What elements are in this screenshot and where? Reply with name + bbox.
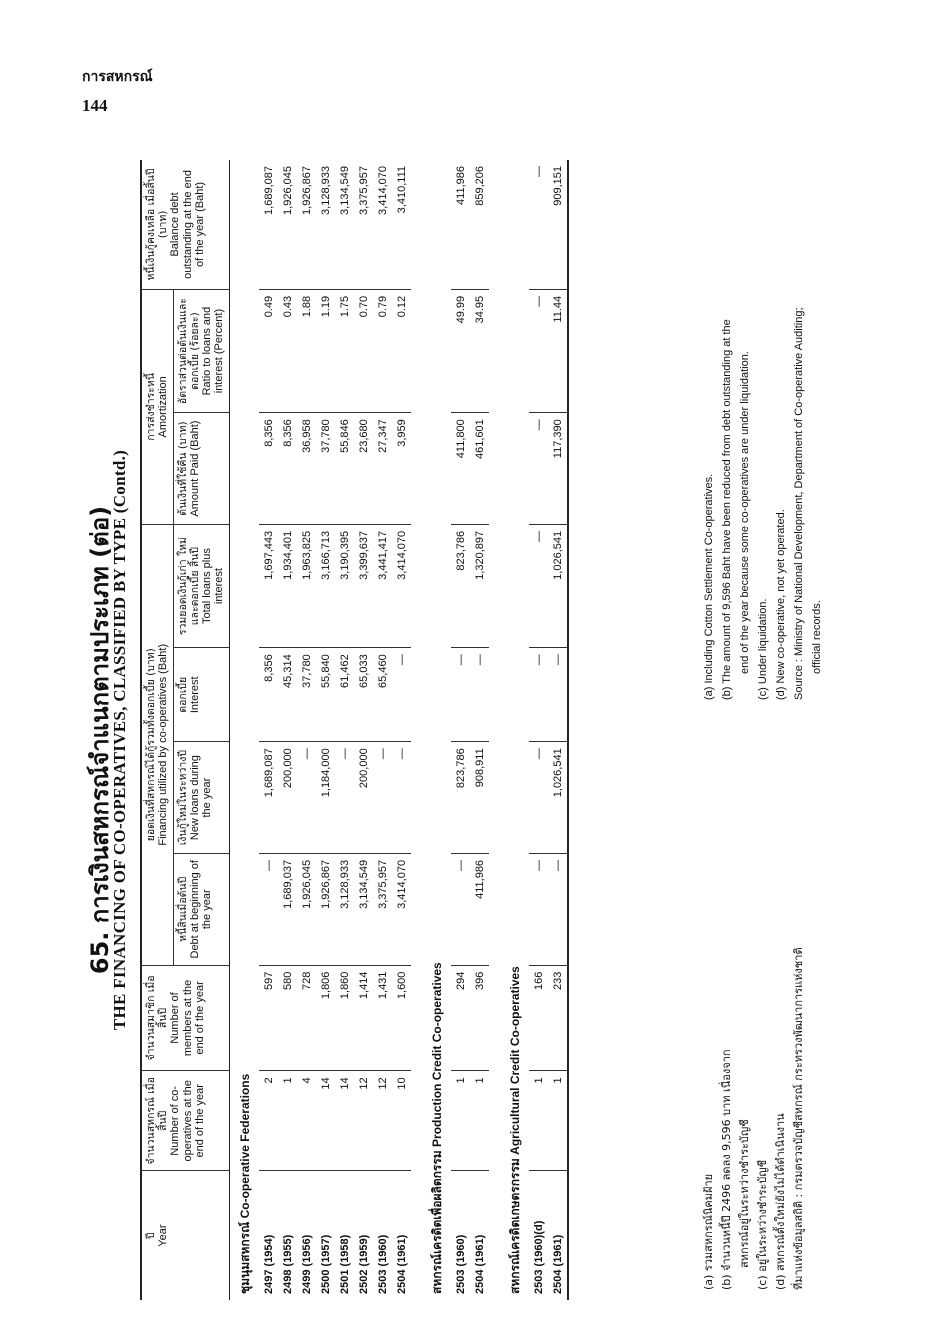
cell-debt: 3,414,070	[392, 853, 411, 965]
footnote-english-line: (d) New co-operative, not yet operated.	[775, 509, 787, 700]
cell-debt: 1,689,037	[278, 853, 297, 965]
footnotes-thai	[700, 730, 808, 1290]
cell-year: 2499 (1956)	[300, 1234, 313, 1294]
cell-balance: 1,926,045	[278, 160, 297, 289]
cell-balance: 3,134,549	[335, 160, 354, 289]
footnote-english-line: end of the year because some co-operatives are under liquidation.	[739, 351, 751, 674]
cell-new: —	[529, 742, 548, 854]
cell-coops: 1	[278, 1071, 297, 1171]
cell-interest: 8,356	[259, 648, 278, 742]
cell-ratio: 0.79	[373, 289, 392, 412]
cell-debt: —	[259, 853, 278, 965]
cell-new: —	[392, 742, 411, 854]
table-row	[373, 160, 392, 1300]
footnote-thai-line: (b) จำนวนหนี้ปี 2496 ลดลง 9,596 บาท เนื่องจาก	[720, 1049, 733, 1290]
cell-total: 3,399,637	[354, 524, 373, 647]
cell-total: 1,963,825	[297, 524, 316, 647]
cell-interest: —	[451, 648, 470, 742]
footnotes-english	[700, 170, 826, 700]
table-row	[259, 160, 278, 1300]
cell-interest: —	[392, 648, 411, 742]
cell-members: 1,414	[354, 965, 373, 1071]
cell-debt: —	[529, 853, 548, 965]
cell-total: 3,414,070	[392, 524, 411, 647]
cell-new: 200,000	[278, 742, 297, 854]
cell-total: 1,697,443	[259, 524, 278, 647]
cell-new: 200,000	[354, 742, 373, 854]
cell-debt: 3,134,549	[354, 853, 373, 965]
cell-ratio: 1.19	[316, 289, 335, 412]
table-body	[230, 160, 569, 1300]
section-header	[422, 160, 451, 1300]
cell-balance: 1,689,087	[259, 160, 278, 289]
cell-balance: 3,410,111	[392, 160, 411, 289]
cell-paid: 36,958	[297, 413, 316, 525]
cell-members: 166	[529, 965, 548, 1071]
cell-new: 823,786	[451, 742, 470, 854]
col-num-members: จำนวนสมาชิก เมื่อสิ้นปี Number of members at the end of the year	[141, 965, 230, 1071]
cell-interest: 61,462	[335, 648, 354, 742]
cell-new: 1,184,000	[316, 742, 335, 854]
cell-total: 1,320,897	[470, 524, 489, 647]
cell-ratio: 0.12	[392, 289, 411, 412]
section-header	[500, 160, 529, 1300]
cell-balance: 3,375,957	[354, 160, 373, 289]
col-year: ปี Year	[141, 1171, 230, 1300]
col-new-loans: เงินกู้ใหม่ในระหว่างปี New loans during the year	[173, 742, 229, 854]
table-row	[354, 160, 373, 1300]
cell-ratio: 0.49	[259, 289, 278, 412]
cell-coops: 12	[354, 1071, 373, 1171]
col-balance: หนี้เงินกู้คงเหลือ เมื่อสิ้นปี (บาท) Balance debt outstanding at the end of the year (Baht)	[141, 160, 230, 289]
cell-coops: 1	[451, 1071, 470, 1171]
cell-debt: 411,986	[470, 853, 489, 965]
cell-coops: 2	[259, 1071, 278, 1171]
cell-members: 1,860	[335, 965, 354, 1071]
cell-balance: 411,986	[451, 160, 470, 289]
cell-new: —	[373, 742, 392, 854]
cell-coops: 1	[529, 1071, 548, 1171]
footnote-thai-line: (a) รวมสหกรณ์นิคมฝ้าย	[702, 1173, 715, 1290]
cell-paid: 23,680	[354, 413, 373, 525]
financing-table	[140, 160, 569, 1300]
cell-year: 2497 (1954)	[262, 1234, 275, 1294]
cell-new: —	[297, 742, 316, 854]
col-num-coops: จำนวนสหกรณ์ เมื่อสิ้นปี Number of co-operatives at the end of the year	[141, 1071, 230, 1171]
cell-debt: 1,926,867	[316, 853, 335, 965]
table-title-english: THE FINANCING OF CO-OPERATIVES, CLASSIFIED BY TYPE (Contd.)	[110, 449, 129, 1031]
spacer-cell	[489, 160, 500, 1300]
cell-coops: 10	[392, 1071, 411, 1171]
col-debt-begin: หนี้สินเมื่อต้นปี Debt at beginning of the year	[173, 853, 229, 965]
cell-interest: 55,840	[316, 648, 335, 742]
cell-paid: 117,390	[548, 413, 568, 525]
cell-year: 2504 (1961)	[548, 1171, 568, 1300]
section-label: ชุมนุมสหกรณ์ Co-operative Federations	[238, 1073, 253, 1294]
cell-interest: —	[470, 648, 489, 742]
footnote-english-line: official records.	[811, 600, 823, 674]
cell-total: 3,190,395	[335, 524, 354, 647]
col-ratio: อัตราส่วนต่อต้นเงินและดอกเบี้ย (ร้อยละ) Ratio to loans and interest (Percent)	[173, 289, 229, 412]
cell-debt: 3,128,933	[335, 853, 354, 965]
table-row	[392, 160, 411, 1300]
cell-ratio: 34.95	[470, 289, 489, 412]
col-amount-paid: ต้นเงินที่ใช้คืน (บาท) Amount Paid (Baht)	[173, 413, 229, 525]
cell-year: 2500 (1957)	[319, 1234, 332, 1294]
cell-balance: 1,926,867	[297, 160, 316, 289]
table-row	[278, 160, 297, 1300]
table-row	[297, 160, 316, 1300]
cell-paid: 55,846	[335, 413, 354, 525]
footnote-english-line: Source : Ministry of National Development, Department of Co-operative Auditing;	[793, 307, 805, 700]
running-header: การสหกรณ์	[82, 69, 153, 85]
cell-interest: 65,033	[354, 648, 373, 742]
cell-members: 233	[548, 965, 568, 1071]
cell-new: —	[335, 742, 354, 854]
footnote-thai-line: สหกรณ์อยู่ในระหว่างชำระบัญชี	[738, 1119, 751, 1268]
cell-members: 294	[451, 965, 470, 1071]
cell-ratio: 0.70	[354, 289, 373, 412]
footnote-english-line: (c) Under liquidation.	[757, 598, 769, 700]
spacer-row	[489, 160, 500, 1300]
table-row	[470, 160, 489, 1300]
col-group-financing: ยอดเงินที่สหกรณ์ได้กู้รวมทั้งดอกเบี้ย (บาท) Financing utilized by co-operatives (Baht)	[141, 524, 173, 965]
cell-new: 1,026,541	[548, 742, 568, 854]
cell-debt: —	[451, 853, 470, 965]
cell-year: 2504 (1961)	[473, 1234, 486, 1294]
footnote-english-line: (b) The amount of 9,596 Baht have been reduced from debt outstanding at the	[721, 319, 733, 700]
cell-balance: —	[529, 160, 548, 289]
cell-paid: 37,780	[316, 413, 335, 525]
cell-debt: —	[548, 853, 568, 965]
cell-year: 2503 (1960)	[454, 1234, 467, 1294]
cell-paid: 8,356	[278, 413, 297, 525]
cell-paid: —	[529, 413, 548, 525]
rotated-table-page	[80, 160, 840, 1320]
cell-coops: 14	[335, 1071, 354, 1171]
table-row	[316, 160, 335, 1300]
cell-paid: 3,959	[392, 413, 411, 525]
cell-ratio: 11.44	[548, 289, 568, 412]
footnote-thai-line: ที่มาแห่งข้อมูลสถิติ : กรมตรวจบัญชีสหกรณ์ กระทรวงพัฒนาการแห่งชาติ	[792, 947, 805, 1290]
table-row	[548, 160, 568, 1300]
cell-coops: 4	[297, 1071, 316, 1171]
cell-members: 1,806	[316, 965, 335, 1071]
cell-interest: 45,314	[278, 648, 297, 742]
cell-paid: 411,800	[451, 413, 470, 525]
cell-balance: 3,414,070	[373, 160, 392, 289]
col-total: รวมยอดเงินกู้เก่า ใหม่และดอกเบี้ย สิ้นปี Total loans plus interest	[173, 524, 229, 647]
cell-members: 580	[278, 965, 297, 1071]
table-title-thai: 65. การเงินสหกรณ์จำแนกตามประเภท (ต่อ)	[86, 505, 114, 975]
col-group-amortization: การส่งชำระหนี้ Amortization	[141, 289, 173, 524]
page-number: 144	[82, 96, 108, 115]
cell-total: —	[529, 524, 548, 647]
cell-total: 1,026,541	[548, 524, 568, 647]
spacer-row	[411, 160, 422, 1300]
cell-new: 908,911	[470, 742, 489, 854]
cell-coops: 1	[548, 1071, 568, 1171]
cell-interest: 65,460	[373, 648, 392, 742]
cell-paid: 461,601	[470, 413, 489, 525]
cell-balance: 3,128,933	[316, 160, 335, 289]
cell-ratio: 49.99	[451, 289, 470, 412]
cell-total: 823,786	[451, 524, 470, 647]
cell-year: 2503 (1960)	[376, 1234, 389, 1294]
cell-ratio: —	[529, 289, 548, 412]
table-row	[529, 160, 548, 1300]
cell-debt: 1,926,045	[297, 853, 316, 965]
cell-interest: —	[529, 648, 548, 742]
footnote-thai-line: (c) อยู่ในระหว่างชำระบัญชี	[756, 1159, 769, 1290]
cell-balance: 859,206	[470, 160, 489, 289]
section-header	[230, 160, 260, 1300]
section-label: สหกรณ์เครดิตเกษตรกรรม Agricultural Credit Co-operatives	[508, 966, 523, 1294]
footnote-english-line: (a) Including Cotton Settlement Co-operatives.	[703, 473, 715, 700]
cell-interest: 37,780	[297, 648, 316, 742]
cell-paid: 27,347	[373, 413, 392, 525]
cell-ratio: 0.43	[278, 289, 297, 412]
cell-new: 1,689,087	[259, 742, 278, 854]
col-interest: ดอกเบี้ย Interest	[173, 648, 229, 742]
cell-paid: 8,356	[259, 413, 278, 525]
cell-year: 2504 (1961)	[395, 1234, 408, 1294]
table-row	[451, 160, 470, 1300]
cell-year: 2502 (1959)	[357, 1234, 370, 1294]
cell-interest: —	[548, 648, 568, 742]
cell-year: 2498 (1955)	[281, 1234, 294, 1294]
cell-members: 1,431	[373, 965, 392, 1071]
section-label: สหกรณ์เครดิตเพื่อผลิตกรรม Production Credit Co-operatives	[430, 962, 445, 1294]
spacer-cell	[411, 160, 422, 1300]
cell-total: 1,934,401	[278, 524, 297, 647]
cell-coops: 12	[373, 1071, 392, 1171]
cell-coops: 14	[316, 1071, 335, 1171]
cell-members: 728	[297, 965, 316, 1071]
cell-year: 2501 (1958)	[338, 1234, 351, 1294]
cell-ratio: 1.88	[297, 289, 316, 412]
footnote-thai-line: (d) สหกรณ์ตั้งใหม่ยังไม่ได้ดำเนินงาน	[774, 1113, 787, 1290]
cell-members: 1,600	[392, 965, 411, 1071]
cell-members: 396	[470, 965, 489, 1071]
cell-total: 3,441,417	[373, 524, 392, 647]
cell-ratio: 1.75	[335, 289, 354, 412]
cell-balance: 909,151	[548, 160, 568, 289]
cell-debt: 3,375,957	[373, 853, 392, 965]
cell-year: 2503 (1960)(d)	[532, 1220, 545, 1294]
table-row	[335, 160, 354, 1300]
cell-total: 3,166,713	[316, 524, 335, 647]
cell-coops: 1	[470, 1071, 489, 1171]
cell-members: 597	[259, 965, 278, 1071]
